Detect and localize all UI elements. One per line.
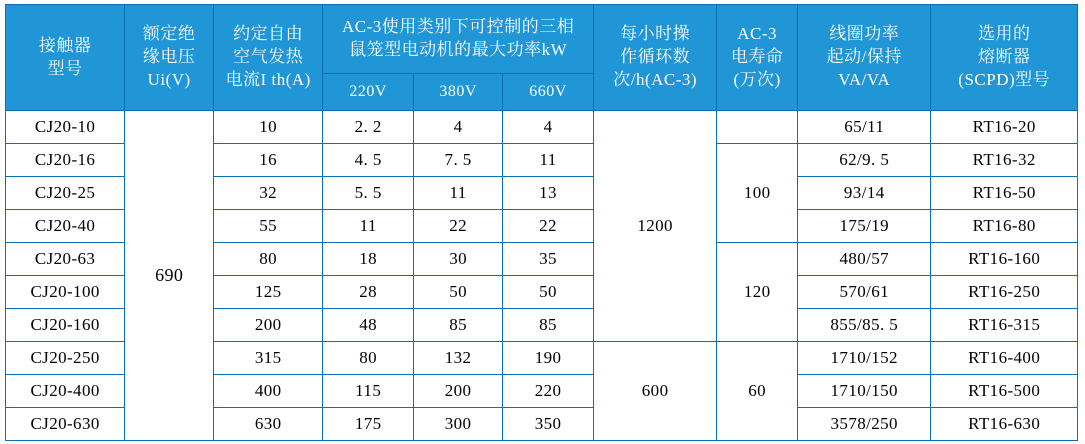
contactor-spec-table bbox=[5, 4, 1078, 441]
cell-fuse: RT16-630 bbox=[931, 408, 1078, 441]
cell-model: CJ20-100 bbox=[6, 276, 125, 309]
cell-power-220v: 80 bbox=[323, 342, 414, 375]
cell-thermal-current: 125 bbox=[214, 276, 323, 309]
cell-power-220v: 48 bbox=[323, 309, 414, 342]
cell-thermal-current: 400 bbox=[214, 375, 323, 408]
cell-power-220v: 11 bbox=[323, 210, 414, 243]
cell-fuse: RT16-500 bbox=[931, 375, 1078, 408]
table-body bbox=[6, 111, 1078, 441]
cell-fuse: RT16-20 bbox=[931, 111, 1078, 144]
cell-model: CJ20-40 bbox=[6, 210, 125, 243]
cell-power-220v: 175 bbox=[323, 408, 414, 441]
cell-coil-power: 3578/250 bbox=[798, 408, 931, 441]
header-insulation-voltage: 额定绝 缘电压 Ui(V) bbox=[125, 5, 214, 111]
header-row-top bbox=[6, 5, 1078, 74]
cell-power-220v: 115 bbox=[323, 375, 414, 408]
cell-thermal-current: 200 bbox=[214, 309, 323, 342]
header-380v: 380V bbox=[414, 74, 503, 111]
cell-fuse: RT16-80 bbox=[931, 210, 1078, 243]
cell-power-660v: 13 bbox=[503, 177, 594, 210]
cell-ac3-life: 100 bbox=[717, 144, 798, 243]
cell-fuse: RT16-50 bbox=[931, 177, 1078, 210]
cell-thermal-current: 32 bbox=[214, 177, 323, 210]
header-thermal-current: 约定自由 空气发热 电流I th(A) bbox=[214, 5, 323, 111]
cell-power-660v: 22 bbox=[503, 210, 594, 243]
cell-thermal-current: 55 bbox=[214, 210, 323, 243]
cell-power-380v: 85 bbox=[414, 309, 503, 342]
header-coil-power: 线圈功率 起动/保持 VA/VA bbox=[798, 5, 931, 111]
cell-operating-cycles: 1200 bbox=[594, 111, 717, 342]
cell-fuse: RT16-400 bbox=[931, 342, 1078, 375]
cell-thermal-current: 630 bbox=[214, 408, 323, 441]
header-220v: 220V bbox=[323, 74, 414, 111]
table-row bbox=[6, 111, 1078, 144]
cell-power-380v: 200 bbox=[414, 375, 503, 408]
cell-power-380v: 300 bbox=[414, 408, 503, 441]
cell-model: CJ20-10 bbox=[6, 111, 125, 144]
cell-model: CJ20-400 bbox=[6, 375, 125, 408]
cell-ac3-life-blank bbox=[717, 111, 798, 144]
cell-power-220v: 2. 2 bbox=[323, 111, 414, 144]
header-model: 接触器 型号 bbox=[6, 5, 125, 111]
cell-power-220v: 28 bbox=[323, 276, 414, 309]
cell-fuse: RT16-250 bbox=[931, 276, 1078, 309]
cell-ac3-life: 120 bbox=[717, 243, 798, 342]
header-operating-cycles: 每小时操 作循环数 次/h(AC-3) bbox=[594, 5, 717, 111]
header-ac3-power-group: AC-3使用类别下可控制的三相 鼠笼型电动机的最大功率kW bbox=[323, 5, 594, 74]
cell-power-380v: 132 bbox=[414, 342, 503, 375]
cell-coil-power: 480/57 bbox=[798, 243, 931, 276]
cell-model: CJ20-630 bbox=[6, 408, 125, 441]
cell-power-380v: 4 bbox=[414, 111, 503, 144]
cell-power-660v: 35 bbox=[503, 243, 594, 276]
cell-coil-power: 570/61 bbox=[798, 276, 931, 309]
cell-power-660v: 220 bbox=[503, 375, 594, 408]
cell-power-380v: 50 bbox=[414, 276, 503, 309]
cell-power-220v: 5. 5 bbox=[323, 177, 414, 210]
cell-power-660v: 85 bbox=[503, 309, 594, 342]
cell-operating-cycles: 600 bbox=[594, 342, 717, 441]
cell-power-380v: 11 bbox=[414, 177, 503, 210]
cell-power-380v: 30 bbox=[414, 243, 503, 276]
cell-model: CJ20-160 bbox=[6, 309, 125, 342]
header-fuse: 选用的 熔断器 (SCPD)型号 bbox=[931, 5, 1078, 111]
cell-model: CJ20-25 bbox=[6, 177, 125, 210]
cell-coil-power: 93/14 bbox=[798, 177, 931, 210]
header-ac3-life: AC-3 电寿命 (万次) bbox=[717, 5, 798, 111]
cell-ac3-life: 60 bbox=[717, 342, 798, 441]
cell-coil-power: 1710/152 bbox=[798, 342, 931, 375]
cell-fuse: RT16-160 bbox=[931, 243, 1078, 276]
cell-power-220v: 18 bbox=[323, 243, 414, 276]
cell-coil-power: 65/11 bbox=[798, 111, 931, 144]
cell-model: CJ20-16 bbox=[6, 144, 125, 177]
cell-power-380v: 22 bbox=[414, 210, 503, 243]
cell-thermal-current: 80 bbox=[214, 243, 323, 276]
cell-thermal-current: 16 bbox=[214, 144, 323, 177]
cell-coil-power: 1710/150 bbox=[798, 375, 931, 408]
table-header bbox=[6, 5, 1078, 111]
cell-model: CJ20-63 bbox=[6, 243, 125, 276]
cell-power-660v: 350 bbox=[503, 408, 594, 441]
cell-power-660v: 4 bbox=[503, 111, 594, 144]
cell-thermal-current: 315 bbox=[214, 342, 323, 375]
cell-model: CJ20-250 bbox=[6, 342, 125, 375]
cell-power-660v: 190 bbox=[503, 342, 594, 375]
cell-power-220v: 4. 5 bbox=[323, 144, 414, 177]
cell-coil-power: 855/85. 5 bbox=[798, 309, 931, 342]
header-660v: 660V bbox=[503, 74, 594, 111]
cell-power-660v: 50 bbox=[503, 276, 594, 309]
cell-coil-power: 62/9. 5 bbox=[798, 144, 931, 177]
cell-coil-power: 175/19 bbox=[798, 210, 931, 243]
cell-fuse: RT16-315 bbox=[931, 309, 1078, 342]
cell-thermal-current: 10 bbox=[214, 111, 323, 144]
spec-table-container bbox=[0, 4, 1085, 444]
cell-fuse: RT16-32 bbox=[931, 144, 1078, 177]
cell-power-660v: 11 bbox=[503, 144, 594, 177]
cell-power-380v: 7. 5 bbox=[414, 144, 503, 177]
cell-insulation-voltage: 690 bbox=[125, 111, 214, 441]
